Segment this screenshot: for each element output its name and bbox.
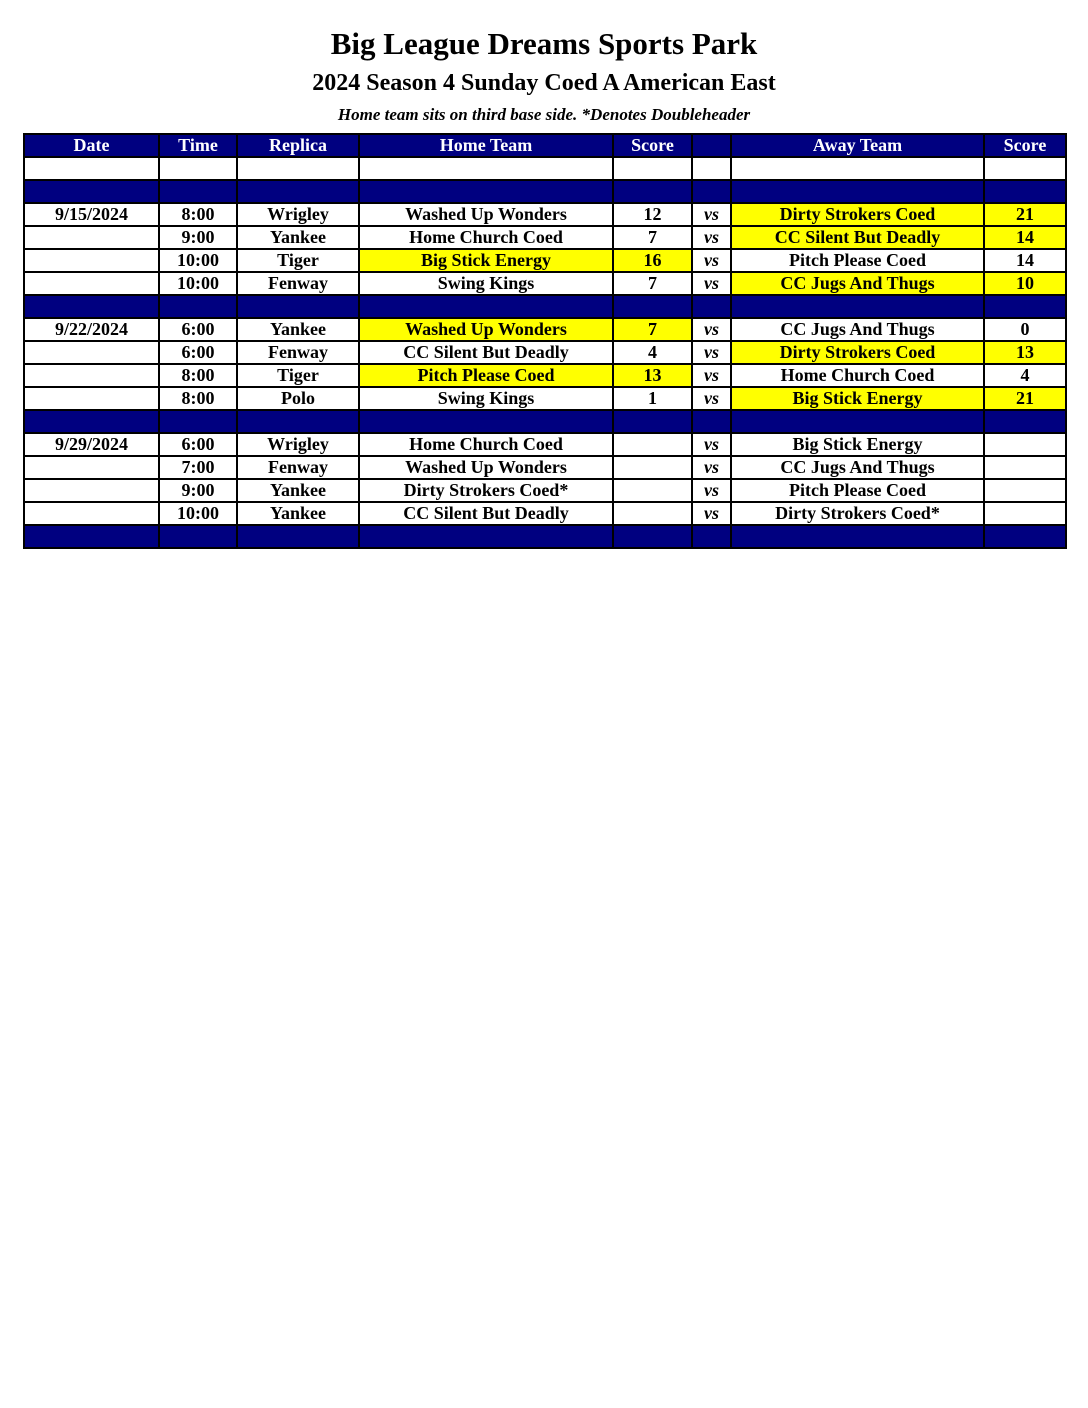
home-team-cell: Swing Kings	[359, 387, 613, 410]
home-score-cell: 16	[613, 249, 692, 272]
vs-cell	[692, 410, 731, 433]
separator-row	[24, 180, 1066, 203]
vs-cell: vs	[692, 226, 731, 249]
away-team-cell	[731, 410, 984, 433]
vs-cell: vs	[692, 318, 731, 341]
replica-cell: Fenway	[237, 272, 359, 295]
home-score-cell	[613, 502, 692, 525]
home-team-cell: Washed Up Wonders	[359, 203, 613, 226]
date-cell	[24, 364, 159, 387]
replica-cell	[237, 180, 359, 203]
time-cell: 6:00	[159, 341, 237, 364]
home-team-cell	[359, 157, 613, 180]
away-score-cell: 14	[984, 226, 1066, 249]
page-note: Home team sits on third base side. *Denotes Doubleheader	[337, 105, 751, 124]
vs-cell: vs	[692, 479, 731, 502]
time-cell: 7:00	[159, 456, 237, 479]
table-row	[24, 341, 1066, 364]
away-score-cell	[984, 502, 1066, 525]
table-row	[24, 272, 1066, 295]
replica-cell	[237, 525, 359, 548]
page-title: Big League Dreams Sports Park	[330, 26, 758, 61]
away-score-cell: 10	[984, 272, 1066, 295]
away-score-cell: 0	[984, 318, 1066, 341]
away-team-cell	[731, 525, 984, 548]
replica-cell: Yankee	[237, 479, 359, 502]
vs-cell: vs	[692, 364, 731, 387]
col-header-home-team: Home Team	[359, 134, 613, 157]
home-team-cell	[359, 410, 613, 433]
away-team-cell: Big Stick Energy	[731, 433, 984, 456]
time-cell: 8:00	[159, 203, 237, 226]
table-header	[24, 134, 1066, 157]
away-team-cell: Big Stick Energy	[731, 387, 984, 410]
page-subtitle: 2024 Season 4 Sunday Coed A American East	[312, 70, 776, 96]
table-row	[24, 364, 1066, 387]
away-team-cell: CC Jugs And Thugs	[731, 456, 984, 479]
table-row	[24, 479, 1066, 502]
vs-cell: vs	[692, 341, 731, 364]
time-cell	[159, 295, 237, 318]
home-score-cell	[613, 525, 692, 548]
away-team-cell: CC Jugs And Thugs	[731, 318, 984, 341]
away-score-cell: 14	[984, 249, 1066, 272]
home-team-cell: CC Silent But Deadly	[359, 502, 613, 525]
replica-cell: Tiger	[237, 364, 359, 387]
time-cell: 6:00	[159, 433, 237, 456]
date-cell	[24, 272, 159, 295]
away-score-cell	[984, 456, 1066, 479]
away-score-cell	[984, 180, 1066, 203]
vs-cell: vs	[692, 249, 731, 272]
away-team-cell	[731, 295, 984, 318]
home-team-cell	[359, 525, 613, 548]
away-score-cell: 4	[984, 364, 1066, 387]
replica-cell	[237, 157, 359, 180]
vs-cell	[692, 295, 731, 318]
away-team-cell: Dirty Strokers Coed	[731, 203, 984, 226]
replica-cell: Tiger	[237, 249, 359, 272]
date-cell	[24, 226, 159, 249]
time-cell	[159, 157, 237, 180]
table-row	[24, 456, 1066, 479]
time-cell	[159, 525, 237, 548]
home-team-cell: Pitch Please Coed	[359, 364, 613, 387]
table-row	[24, 203, 1066, 226]
away-team-cell: CC Silent But Deadly	[731, 226, 984, 249]
time-cell: 10:00	[159, 249, 237, 272]
time-cell	[159, 180, 237, 203]
time-cell: 10:00	[159, 502, 237, 525]
col-header-date: Date	[24, 134, 159, 157]
replica-cell: Wrigley	[237, 203, 359, 226]
table-row	[24, 387, 1066, 410]
away-score-cell	[984, 410, 1066, 433]
home-score-cell: 12	[613, 203, 692, 226]
home-team-cell: CC Silent But Deadly	[359, 341, 613, 364]
home-score-cell	[613, 479, 692, 502]
col-header-home-score: Score	[613, 134, 692, 157]
away-team-cell: Dirty Strokers Coed*	[731, 502, 984, 525]
date-cell	[24, 180, 159, 203]
separator-row	[24, 525, 1066, 548]
vs-cell: vs	[692, 387, 731, 410]
home-score-cell	[613, 410, 692, 433]
separator-row	[24, 295, 1066, 318]
date-cell	[24, 525, 159, 548]
date-cell	[24, 249, 159, 272]
away-score-cell	[984, 157, 1066, 180]
header-row	[24, 134, 1066, 157]
time-cell: 8:00	[159, 364, 237, 387]
time-cell: 6:00	[159, 318, 237, 341]
home-score-cell: 4	[613, 341, 692, 364]
col-header-away-team: Away Team	[731, 134, 984, 157]
away-score-cell: 13	[984, 341, 1066, 364]
home-score-cell	[613, 433, 692, 456]
home-score-cell	[613, 157, 692, 180]
home-team-cell: Home Church Coed	[359, 433, 613, 456]
away-score-cell	[984, 295, 1066, 318]
vs-cell: vs	[692, 456, 731, 479]
home-score-cell: 7	[613, 226, 692, 249]
away-score-cell	[984, 433, 1066, 456]
date-cell	[24, 479, 159, 502]
time-cell	[159, 410, 237, 433]
date-cell	[24, 456, 159, 479]
home-team-cell: Washed Up Wonders	[359, 456, 613, 479]
date-cell	[24, 502, 159, 525]
date-cell: 9/15/2024	[24, 203, 159, 226]
away-score-cell: 21	[984, 387, 1066, 410]
table-body	[24, 157, 1066, 548]
date-cell: 9/22/2024	[24, 318, 159, 341]
col-header-time: Time	[159, 134, 237, 157]
away-team-cell	[731, 180, 984, 203]
home-score-cell: 1	[613, 387, 692, 410]
replica-cell: Yankee	[237, 502, 359, 525]
vs-cell: vs	[692, 433, 731, 456]
table-row	[24, 318, 1066, 341]
table-row	[24, 502, 1066, 525]
date-cell: 9/29/2024	[24, 433, 159, 456]
home-team-cell: Swing Kings	[359, 272, 613, 295]
home-score-cell	[613, 456, 692, 479]
time-cell: 8:00	[159, 387, 237, 410]
replica-cell: Yankee	[237, 318, 359, 341]
away-team-cell: Dirty Strokers Coed	[731, 341, 984, 364]
blank-row	[24, 157, 1066, 180]
separator-row	[24, 410, 1066, 433]
home-team-cell: Dirty Strokers Coed*	[359, 479, 613, 502]
col-header-away-score: Score	[984, 134, 1066, 157]
vs-cell	[692, 525, 731, 548]
replica-cell: Fenway	[237, 456, 359, 479]
time-cell: 9:00	[159, 226, 237, 249]
replica-cell: Wrigley	[237, 433, 359, 456]
home-score-cell	[613, 295, 692, 318]
vs-cell: vs	[692, 272, 731, 295]
home-score-cell: 13	[613, 364, 692, 387]
vs-cell: vs	[692, 203, 731, 226]
replica-cell	[237, 410, 359, 433]
vs-cell: vs	[692, 502, 731, 525]
date-cell	[24, 410, 159, 433]
col-header-vs	[692, 134, 731, 157]
vs-cell	[692, 157, 731, 180]
time-cell: 9:00	[159, 479, 237, 502]
home-score-cell: 7	[613, 318, 692, 341]
date-cell	[24, 295, 159, 318]
away-score-cell: 21	[984, 203, 1066, 226]
replica-cell	[237, 295, 359, 318]
date-cell	[24, 157, 159, 180]
replica-cell: Polo	[237, 387, 359, 410]
table-row	[24, 226, 1066, 249]
home-team-cell: Big Stick Energy	[359, 249, 613, 272]
schedule-table	[23, 133, 1067, 549]
home-score-cell	[613, 180, 692, 203]
date-cell	[24, 341, 159, 364]
table-row	[24, 433, 1066, 456]
home-team-cell	[359, 180, 613, 203]
home-team-cell: Washed Up Wonders	[359, 318, 613, 341]
away-score-cell	[984, 479, 1066, 502]
away-team-cell: Pitch Please Coed	[731, 479, 984, 502]
vs-cell	[692, 180, 731, 203]
col-header-replica: Replica	[237, 134, 359, 157]
away-team-cell: Home Church Coed	[731, 364, 984, 387]
home-score-cell: 7	[613, 272, 692, 295]
replica-cell: Yankee	[237, 226, 359, 249]
time-cell: 10:00	[159, 272, 237, 295]
table-row	[24, 249, 1066, 272]
home-team-cell	[359, 295, 613, 318]
home-team-cell: Home Church Coed	[359, 226, 613, 249]
date-cell	[24, 387, 159, 410]
away-team-cell	[731, 157, 984, 180]
replica-cell: Fenway	[237, 341, 359, 364]
away-score-cell	[984, 525, 1066, 548]
away-team-cell: Pitch Please Coed	[731, 249, 984, 272]
away-team-cell: CC Jugs And Thugs	[731, 272, 984, 295]
